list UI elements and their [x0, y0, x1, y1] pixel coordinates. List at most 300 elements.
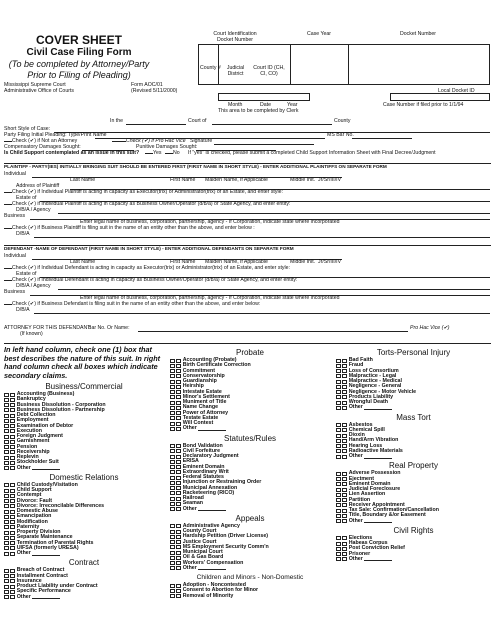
secondary-checkbox[interactable] — [10, 574, 15, 578]
probate-section-title: Probate — [235, 348, 265, 357]
secondary-checkbox[interactable] — [342, 385, 347, 389]
business-item-label: Examination of Debtor — [16, 422, 74, 429]
probate-item-label: Guardianship — [182, 378, 217, 384]
secondary-checkbox[interactable] — [342, 519, 347, 523]
primary-checkbox[interactable] — [170, 507, 175, 511]
judicial-district-label: Judicial District — [226, 65, 245, 77]
signature-label: Signature — [190, 138, 213, 144]
plaintiff-estate-label: Estate of — [16, 195, 37, 201]
primary-checkbox[interactable] — [170, 411, 175, 415]
checkbox-pair — [170, 540, 181, 544]
old-case-number-box[interactable] — [390, 93, 490, 101]
primary-checkbox[interactable] — [170, 380, 175, 384]
contract-list — [4, 568, 164, 600]
secondary-checkbox[interactable] — [10, 414, 15, 418]
realprop-item-label: Adverse Possession — [348, 470, 401, 477]
secondary-checkbox[interactable] — [176, 566, 181, 570]
primary-checkbox[interactable] — [336, 514, 341, 518]
party-filing-label: Party Filing Initial Pleading: Type/Print Name — [4, 132, 107, 138]
primary-checkbox[interactable] — [4, 585, 9, 589]
primary-checkbox[interactable] — [170, 385, 175, 389]
primary-checkbox[interactable] — [4, 461, 9, 465]
primary-checkbox[interactable] — [4, 419, 9, 423]
business-item-label: Garnishment — [16, 438, 50, 445]
primary-checkbox[interactable] — [4, 483, 9, 487]
other-field[interactable] — [32, 466, 60, 470]
primary-checkbox[interactable] — [4, 579, 9, 583]
secondary-checkbox[interactable] — [342, 428, 347, 432]
primary-checkbox[interactable] — [170, 390, 175, 394]
primary-checkbox[interactable] — [170, 427, 175, 431]
contract-item-label: Breach of Contract — [16, 567, 65, 574]
contract-item-label: Other — [16, 593, 31, 600]
secondary-checkbox[interactable] — [342, 434, 347, 438]
secondary-checkbox[interactable] — [176, 416, 181, 420]
domestic-item-label: Contempt — [16, 492, 42, 499]
primary-checkbox[interactable] — [170, 561, 175, 565]
primary-checkbox[interactable] — [170, 502, 175, 506]
secondary-checkbox[interactable] — [10, 515, 15, 519]
primary-checkbox[interactable] — [336, 482, 341, 486]
primary-checkbox[interactable] — [4, 494, 9, 498]
secondary-checkbox[interactable] — [342, 482, 347, 486]
secondary-checkbox[interactable] — [176, 465, 181, 469]
primary-checkbox[interactable] — [4, 541, 9, 545]
primary-checkbox[interactable] — [336, 449, 341, 453]
primary-checkbox[interactable] — [4, 489, 9, 493]
secondary-checkbox[interactable] — [176, 476, 181, 480]
secondary-checkbox[interactable] — [176, 481, 181, 485]
statutes-item-label: Bond Validation — [182, 442, 223, 449]
secondary-checkbox[interactable] — [176, 589, 181, 593]
primary-checkbox[interactable] — [4, 424, 9, 428]
secondary-checkbox[interactable] — [10, 429, 15, 433]
primary-checkbox[interactable] — [170, 406, 175, 410]
secondary-checkbox[interactable] — [10, 510, 15, 514]
primary-checkbox[interactable] — [336, 552, 341, 556]
primary-checkbox[interactable] — [336, 455, 341, 459]
domestic-item-label: Child Custody/Visitation — [16, 481, 78, 488]
secondary-checkbox[interactable] — [176, 369, 181, 373]
business-list — [4, 392, 164, 471]
primary-checkbox[interactable] — [336, 488, 341, 492]
secondary-checkbox[interactable] — [342, 455, 347, 459]
primary-checkbox[interactable] — [336, 547, 341, 551]
secondary-checkbox[interactable] — [176, 385, 181, 389]
secondary-checkbox[interactable] — [342, 547, 347, 551]
secondary-checkbox[interactable] — [10, 531, 15, 535]
primary-checkbox[interactable] — [170, 444, 175, 448]
attorney-bar-label: Bar No. Or Name: — [88, 325, 130, 331]
primary-checkbox[interactable] — [4, 574, 9, 578]
primary-checkbox[interactable] — [336, 364, 341, 368]
checkbox-pair — [336, 428, 347, 432]
child-support-question: Is Child Support contemplated as an issue in this suit? — [4, 150, 140, 156]
child-support-no[interactable] — [165, 150, 180, 156]
primary-checkbox[interactable] — [170, 530, 175, 534]
primary-checkbox[interactable] — [4, 403, 9, 407]
secondary-checkbox[interactable] — [176, 561, 181, 565]
secondary-checkbox[interactable] — [10, 536, 15, 540]
secondary-checkbox[interactable] — [10, 483, 15, 487]
primary-checkbox[interactable] — [4, 499, 9, 503]
primary-checkbox[interactable] — [170, 422, 175, 426]
primary-checkbox[interactable] — [336, 509, 341, 513]
primary-checkbox[interactable] — [336, 428, 341, 432]
secondary-checkbox[interactable] — [10, 579, 15, 583]
primary-checkbox[interactable] — [336, 503, 341, 507]
primary-checkbox[interactable] — [4, 440, 9, 444]
primary-checkbox[interactable] — [170, 486, 175, 490]
secondary-checkbox[interactable] — [342, 503, 347, 507]
court-of-field[interactable] — [212, 124, 332, 125]
checkbox-pair — [4, 456, 15, 460]
primary-checkbox[interactable] — [336, 369, 341, 373]
secondary-checkbox[interactable] — [176, 411, 181, 415]
primary-checkbox[interactable] — [170, 369, 175, 373]
court-type-field[interactable] — [126, 124, 186, 125]
primary-checkbox[interactable] — [336, 472, 341, 476]
defendant-dba-field[interactable] — [58, 289, 490, 290]
primary-checkbox[interactable] — [4, 408, 9, 412]
statutes-item-label: Municipal Annexation — [182, 484, 238, 491]
secondary-checkbox[interactable] — [176, 427, 181, 431]
primary-checkbox[interactable] — [4, 590, 9, 594]
primary-checkbox[interactable] — [4, 569, 9, 573]
masstort-item-label: Asbestos — [348, 421, 373, 428]
secondary-checkbox[interactable] — [176, 444, 181, 448]
primary-checkbox[interactable] — [336, 380, 341, 384]
secondary-checkbox[interactable] — [342, 364, 347, 368]
primary-checkbox[interactable] — [4, 525, 9, 529]
secondary-checkbox[interactable] — [10, 445, 15, 449]
primary-checkbox[interactable] — [170, 589, 175, 593]
secondary-checkbox[interactable] — [10, 456, 15, 460]
domestic-item — [4, 551, 164, 556]
secondary-checkbox[interactable] — [342, 557, 347, 561]
primary-checkbox[interactable] — [170, 524, 175, 528]
secondary-checkbox[interactable] — [342, 514, 347, 518]
primary-checkbox[interactable] — [170, 535, 175, 539]
secondary-checkbox[interactable] — [176, 486, 181, 490]
contract-item-label: Product Liability under Contract — [16, 583, 98, 589]
primary-checkbox[interactable] — [170, 551, 175, 555]
filing-date-box[interactable] — [218, 93, 310, 101]
primary-checkbox[interactable] — [170, 374, 175, 378]
primary-checkbox[interactable] — [4, 595, 9, 599]
secondary-checkbox[interactable] — [176, 491, 181, 495]
primary-checkbox[interactable] — [4, 414, 9, 418]
appeals-item-label: Oil & Gas Board — [182, 554, 224, 561]
primary-checkbox[interactable] — [4, 466, 9, 470]
primary-checkbox[interactable] — [4, 398, 9, 402]
other-field[interactable] — [364, 519, 392, 523]
business-item-label: Pension — [16, 443, 38, 450]
secondary-checkbox[interactable] — [342, 472, 347, 476]
secondary-checkbox[interactable] — [10, 520, 15, 524]
primary-checkbox[interactable] — [170, 449, 175, 453]
secondary-checkbox[interactable] — [10, 546, 15, 550]
secondary-checkbox[interactable] — [10, 408, 15, 412]
primary-checkbox[interactable] — [170, 460, 175, 464]
secondary-checkbox[interactable] — [10, 435, 15, 439]
primary-checkbox[interactable] — [4, 435, 9, 439]
realprop-item-label: Ejectment — [348, 475, 375, 482]
primary-checkbox[interactable] — [4, 504, 9, 508]
primary-checkbox[interactable] — [170, 497, 175, 501]
secondary-checkbox[interactable] — [10, 494, 15, 498]
primary-checkbox[interactable] — [170, 584, 175, 588]
primary-checkbox[interactable] — [4, 515, 9, 519]
defendant-other-name-check[interactable] — [4, 301, 260, 307]
secondary-checkbox[interactable] — [10, 398, 15, 402]
checkbox-pair — [4, 424, 15, 428]
secondary-checkbox[interactable] — [176, 359, 181, 363]
secondary-checkbox[interactable] — [176, 556, 181, 560]
primary-checkbox[interactable] — [336, 557, 341, 561]
secondary-checkbox[interactable] — [176, 380, 181, 384]
secondary-checkbox[interactable] — [10, 504, 15, 508]
defendant-maiden: Maiden Name, if Applicable — [205, 259, 268, 265]
secondary-checkbox[interactable] — [10, 552, 15, 556]
secondary-checkbox[interactable] — [342, 390, 347, 394]
other-field[interactable] — [198, 566, 226, 570]
primary-checkbox[interactable] — [170, 540, 175, 544]
secondary-checkbox[interactable] — [176, 401, 181, 405]
primary-checkbox[interactable] — [4, 510, 9, 514]
secondary-checkbox[interactable] — [342, 498, 347, 502]
secondary-checkbox[interactable] — [342, 552, 347, 556]
primary-checkbox[interactable] — [336, 519, 341, 523]
torts-item-label: Negligence - Motor Vehicle — [348, 388, 417, 395]
secondary-checkbox[interactable] — [10, 525, 15, 529]
secondary-checkbox[interactable] — [342, 439, 347, 443]
secondary-checkbox[interactable] — [176, 390, 181, 394]
primary-checkbox[interactable] — [336, 439, 341, 443]
defendant-dba2-field[interactable] — [34, 313, 490, 314]
secondary-checkbox[interactable] — [176, 455, 181, 459]
business-item-label: Foreign Judgment — [16, 433, 63, 439]
primary-checkbox[interactable] — [336, 401, 341, 405]
secondary-checkbox[interactable] — [342, 493, 347, 497]
other-field[interactable] — [364, 557, 392, 561]
secondary-checkbox[interactable] — [10, 466, 15, 470]
secondary-checkbox[interactable] — [176, 395, 181, 399]
primary-checkbox[interactable] — [336, 385, 341, 389]
primary-checkbox[interactable] — [170, 455, 175, 459]
secondary-checkbox[interactable] — [342, 374, 347, 378]
other-field[interactable] — [198, 427, 226, 431]
primary-checkbox[interactable] — [336, 536, 341, 540]
secondary-checkbox[interactable] — [10, 419, 15, 423]
other-field[interactable] — [364, 406, 392, 410]
secondary-checkbox[interactable] — [176, 460, 181, 464]
primary-checkbox[interactable] — [336, 477, 341, 481]
secondary-checkbox[interactable] — [10, 489, 15, 493]
checkbox-pair — [336, 364, 347, 368]
secondary-checkbox[interactable] — [342, 477, 347, 481]
primary-checkbox[interactable] — [336, 395, 341, 399]
primary-checkbox[interactable] — [336, 493, 341, 497]
primary-checkbox[interactable] — [4, 456, 9, 460]
primary-checkbox[interactable] — [4, 552, 9, 556]
appeals-item-label: Workers' Compensation — [182, 559, 244, 566]
secondary-checkbox[interactable] — [342, 444, 347, 448]
primary-checkbox[interactable] — [4, 536, 9, 540]
secondary-checkbox[interactable] — [10, 585, 15, 589]
other-field[interactable] — [364, 455, 392, 459]
secondary-checkbox[interactable] — [342, 536, 347, 540]
secondary-checkbox[interactable] — [10, 595, 15, 599]
secondary-checkbox[interactable] — [10, 541, 15, 545]
secondary-checkbox[interactable] — [342, 395, 347, 399]
primary-checkbox[interactable] — [170, 364, 175, 368]
primary-checkbox[interactable] — [170, 594, 175, 598]
primary-checkbox[interactable] — [4, 546, 9, 550]
secondary-checkbox[interactable] — [176, 449, 181, 453]
primary-checkbox[interactable] — [336, 390, 341, 394]
plaintiff-dba-field[interactable] — [58, 213, 490, 214]
short-style-field[interactable] — [54, 132, 490, 133]
comp-damages-label: Compensatory Damages Sought: — [4, 144, 81, 150]
primary-checkbox[interactable] — [4, 429, 9, 433]
primary-checkbox[interactable] — [336, 423, 341, 427]
secondary-checkbox[interactable] — [176, 422, 181, 426]
primary-checkbox[interactable] — [336, 498, 341, 502]
checkbox-pair — [170, 374, 181, 378]
checkbox-pair — [4, 414, 15, 418]
masstort-item-label: Dioxin — [348, 432, 365, 438]
primary-checkbox[interactable] — [336, 359, 341, 363]
primary-checkbox[interactable] — [170, 465, 175, 469]
secondary-checkbox[interactable] — [176, 530, 181, 534]
checkbox-pair — [4, 569, 15, 573]
secondary-checkbox[interactable] — [176, 584, 181, 588]
secondary-checkbox[interactable] — [176, 551, 181, 555]
primary-checkbox[interactable] — [170, 545, 175, 549]
primary-checkbox[interactable] — [170, 401, 175, 405]
secondary-checkbox[interactable] — [342, 401, 347, 405]
child-support-yes[interactable] — [145, 150, 161, 156]
other-field[interactable] — [32, 552, 60, 556]
defendant-executor-check[interactable] — [4, 265, 290, 271]
plaintiff-dba2-field[interactable] — [34, 237, 490, 238]
plaintiff-executor-check[interactable] — [4, 189, 283, 195]
primary-checkbox[interactable] — [4, 531, 9, 535]
signature-field[interactable] — [214, 144, 314, 145]
defendant-first-name: First Name — [170, 259, 196, 265]
secondary-checkbox[interactable] — [342, 369, 347, 373]
secondary-checkbox[interactable] — [10, 450, 15, 454]
primary-checkbox[interactable] — [170, 481, 175, 485]
secondary-checkbox[interactable] — [342, 542, 347, 546]
primary-checkbox[interactable] — [336, 406, 341, 410]
primary-checkbox[interactable] — [170, 476, 175, 480]
checkbox-pair — [4, 393, 15, 397]
month-label: Month — [228, 102, 243, 108]
secondary-checkbox[interactable] — [342, 406, 347, 410]
checkbox-pair — [336, 401, 347, 405]
checkbox-pair — [170, 444, 181, 448]
realprop-item — [336, 519, 491, 524]
primary-checkbox[interactable] — [336, 542, 341, 546]
checkbox-pair — [4, 466, 15, 470]
plaintiff-individual-label: Individual — [4, 171, 26, 177]
primary-checkbox[interactable] — [170, 566, 175, 570]
checkbox-pair — [170, 524, 181, 528]
secondary-checkbox[interactable] — [176, 406, 181, 410]
primary-checkbox[interactable] — [170, 470, 175, 474]
primary-checkbox[interactable] — [4, 393, 9, 397]
secondary-checkbox[interactable] — [342, 423, 347, 427]
checkbox-pair — [170, 566, 181, 570]
secondary-checkbox[interactable] — [176, 545, 181, 549]
checkbox-pair — [4, 525, 15, 529]
secondary-checkbox[interactable] — [10, 590, 15, 594]
checkbox-pair — [336, 552, 347, 556]
primary-checkbox[interactable] — [4, 520, 9, 524]
attorney-bar-field[interactable] — [138, 331, 408, 332]
secondary-checkbox[interactable] — [176, 502, 181, 506]
secondary-checkbox[interactable] — [176, 374, 181, 378]
middle-column — [170, 346, 330, 599]
other-field[interactable] — [198, 507, 226, 511]
secondary-checkbox[interactable] — [176, 540, 181, 544]
secondary-checkbox[interactable] — [342, 449, 347, 453]
secondary-checkbox[interactable] — [176, 470, 181, 474]
secondary-checkbox[interactable] — [10, 499, 15, 503]
primary-checkbox[interactable] — [336, 434, 341, 438]
primary-checkbox[interactable] — [170, 491, 175, 495]
business-item-label: Business Dissolution - Partnership — [16, 406, 105, 413]
secondary-checkbox[interactable] — [342, 359, 347, 363]
primary-checkbox[interactable] — [336, 444, 341, 448]
secondary-checkbox[interactable] — [10, 440, 15, 444]
checkbox-pair — [170, 594, 181, 598]
secondary-checkbox[interactable] — [176, 364, 181, 368]
checkbox-pair — [4, 520, 15, 524]
ms-bar-field[interactable] — [352, 138, 412, 139]
primary-checkbox[interactable] — [170, 395, 175, 399]
domestic-item-label: UIFSA (formerly URESA) — [16, 544, 79, 551]
form-title: COVER SHEET — [35, 33, 122, 47]
secondary-checkbox[interactable] — [10, 393, 15, 397]
secondary-checkbox[interactable] — [10, 424, 15, 428]
secondary-checkbox[interactable] — [176, 535, 181, 539]
secondary-checkbox[interactable] — [176, 524, 181, 528]
secondary-checkbox[interactable] — [342, 380, 347, 384]
other-field[interactable] — [32, 595, 60, 599]
probate-item-label: Power of Attorney — [182, 409, 229, 416]
secondary-checkbox[interactable] — [342, 488, 347, 492]
secondary-checkbox[interactable] — [176, 497, 181, 501]
secondary-checkbox[interactable] — [10, 461, 15, 465]
secondary-checkbox[interactable] — [342, 509, 347, 513]
primary-checkbox[interactable] — [4, 445, 9, 449]
secondary-checkbox[interactable] — [10, 403, 15, 407]
secondary-checkbox[interactable] — [10, 569, 15, 573]
secondary-checkbox[interactable] — [176, 594, 181, 598]
primary-checkbox[interactable] — [336, 374, 341, 378]
primary-checkbox[interactable] — [170, 556, 175, 560]
primary-checkbox[interactable] — [4, 450, 9, 454]
primary-checkbox[interactable] — [170, 359, 175, 363]
secondary-checkbox[interactable] — [176, 507, 181, 511]
plaintiff-other-name-check[interactable] — [4, 225, 255, 231]
punitive-damages-label: Punitive Damages Sought: — [136, 144, 198, 150]
primary-checkbox[interactable] — [170, 416, 175, 420]
county-number-label: County # — [200, 65, 221, 71]
